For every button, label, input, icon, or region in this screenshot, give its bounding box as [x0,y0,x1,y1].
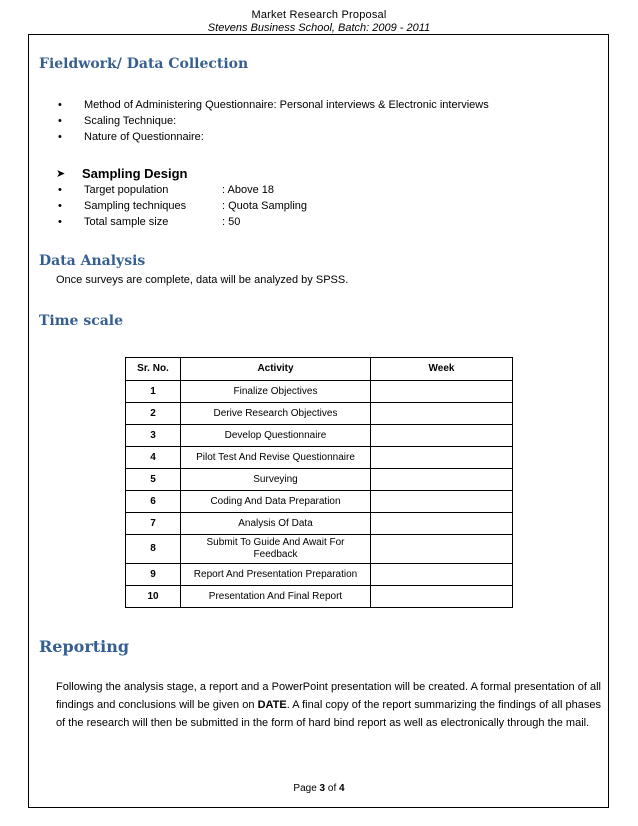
page-footer [0,783,638,794]
sampling-design-heading: Sampling Design [82,166,188,181]
row-activity: Submit To Guide And Await For Feedback [181,535,371,564]
table-row [126,425,513,447]
row-week [371,491,513,513]
list-item: • Method of Administering Questionnaire: Personal interviews & Electronic interviews [56,97,489,113]
reporting-heading: Reporting [39,637,130,656]
sampling-value: : Quota Sampling [222,200,307,212]
row-week [371,535,513,564]
page-total: 4 [339,783,345,794]
time-scale-heading: Time scale [39,313,124,329]
row-number: 5 [126,469,181,491]
row-week [371,447,513,469]
header-subtitle: Stevens Business School, Batch: 2009 - 2011 [207,22,431,34]
table-row [126,535,513,564]
data-analysis-heading: Data Analysis [39,253,146,269]
reporting-text-part: Following the analysis stage, a report and a PowerPoint presentation will be created. A formal presentation of all findings and conclusions will be given on [56,681,601,711]
page-word: Page [293,783,320,794]
header-title: Market Research Proposal [251,9,387,21]
table-row [126,586,513,608]
row-week [371,586,513,608]
row-number: 1 [126,381,181,403]
reporting-date: DATE [257,699,287,711]
row-activity: Derive Research Objectives [181,403,371,425]
row-activity: Presentation And Final Report [181,586,371,608]
table-row [126,491,513,513]
table-row [126,381,513,403]
row-week [371,469,513,491]
row-activity: Report And Presentation Preparation [181,564,371,586]
table-row [126,403,513,425]
time-scale-table [125,357,513,608]
arrow-bullet-icon: ➤ [56,167,66,180]
sampling-list [56,182,307,230]
reporting-text-part: . A final copy of the report summarizing the findings of all phases of the research will then be submitted in the form of hard bind report as well as electronically through the mail. [56,699,602,729]
list-item [56,214,241,230]
row-number: 9 [126,564,181,586]
sampling-label: Sampling techniques [84,200,187,212]
sampling-value: : Above 18 [222,184,274,196]
row-activity: Surveying [181,469,371,491]
list-item: • Scaling Technique: [56,113,489,129]
sampling-label: Total sample size [84,216,169,228]
row-number: 3 [126,425,181,447]
table-header-row [126,358,513,381]
row-activity: Develop Questionnaire [181,425,371,447]
row-activity: Finalize Objectives [181,381,371,403]
sampling-label: Target population [84,184,169,196]
data-analysis-text: Once surveys are complete, data will be analyzed by SPSS. [56,274,349,286]
row-week [371,513,513,535]
row-week [371,381,513,403]
column-header: Sr. No. [126,358,181,381]
row-number: 10 [126,586,181,608]
page-of-word: of [325,783,340,794]
row-activity: Pilot Test And Revise Questionnaire [181,447,371,469]
column-header: Activity [181,358,371,381]
row-number: 6 [126,491,181,513]
page-current: 3 [319,783,326,794]
row-week [371,403,513,425]
table-row [126,513,513,535]
column-header: Week [371,358,513,381]
row-number: 8 [126,535,181,564]
list-item [56,198,307,214]
row-number: 4 [126,447,181,469]
row-week [371,564,513,586]
table-row [126,564,513,586]
list-item: • Nature of Questionnaire: [56,129,489,145]
row-activity: Analysis Of Data [181,513,371,535]
table-row [126,469,513,491]
fieldwork-heading: Fieldwork/ Data Collection [39,56,249,72]
reporting-text [56,678,601,732]
list-item [56,182,274,198]
row-week [371,425,513,447]
row-number: 2 [126,403,181,425]
table-row [126,447,513,469]
sampling-value: : 50 [222,216,241,228]
fieldwork-list [56,97,489,145]
row-number: 7 [126,513,181,535]
row-activity: Coding And Data Preparation [181,491,371,513]
